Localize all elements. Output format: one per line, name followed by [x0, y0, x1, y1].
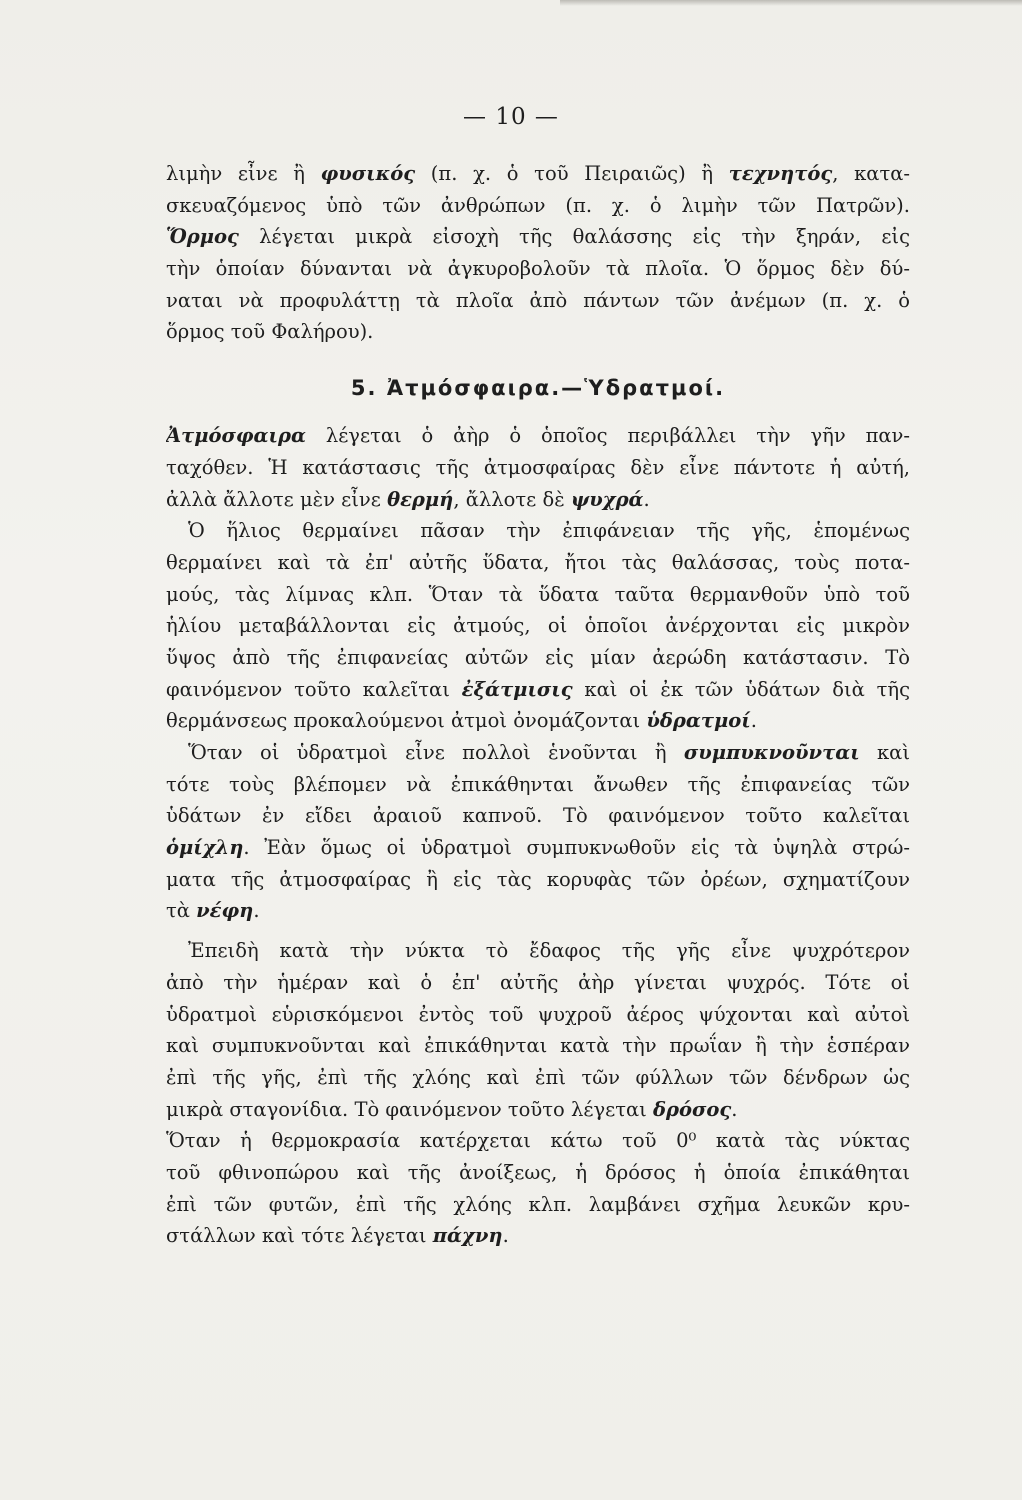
text-line: τοῦ φθινοπώρου καὶ τῆς ἀνοίξεως, ἡ δρόσος ἡ ὁποία ἐπικάθηται	[166, 1160, 910, 1184]
text-span: φαινόμενον τοῦτο καλεῖται	[166, 677, 462, 701]
term-bay: Ὅρμος	[166, 225, 239, 249]
page-number: — 10 —	[463, 104, 559, 130]
text-line	[166, 895, 910, 927]
text-line: τὴν ὁποίαν δύνανται νὰ ἀγκυροβολοῦν τὰ πλοῖα. Ὁ ὅρμος δὲν δύ-	[166, 257, 910, 281]
term-condense: συμπυκνοῦνται	[683, 741, 860, 764]
text-span: .	[643, 487, 650, 511]
text-line: ναται νὰ προφυλάττῃ τὰ πλοῖα ἀπὸ πάντων τῶν ἀνέμων (π. χ. ὁ	[166, 288, 910, 312]
text-line: Ὁ ἥλιος θερμαίνει πᾶσαν τὴν ἐπιφάνειαν τῆς γῆς, ἑπομένως	[188, 519, 910, 543]
term-warm: θερμή	[387, 487, 454, 511]
text-line	[166, 1220, 910, 1252]
paragraph-atmosphere	[166, 420, 910, 515]
text-line: ὕψος ἀπὸ τῆς ἐπιφανείας αὐτῶν εἰς μίαν ἀερώδη κατάστασιν. Τὸ	[166, 645, 910, 669]
text-line	[166, 674, 910, 706]
term-artificial: τεχνητός	[728, 162, 833, 185]
text-line: καὶ συμπυκνοῦνται καὶ ἐπικάθηνται κατὰ τὴν πρωΐαν ἢ τὴν ἑσπέραν	[166, 1034, 910, 1058]
text-span: .	[502, 1224, 509, 1248]
text-line: ὑδρατμοὶ εὑρισκόμενοι ἐντὸς τοῦ ψυχροῦ ἀέρος ψύχονται καὶ αὐτοὶ	[166, 1002, 910, 1026]
text-span: καὶ	[859, 741, 910, 764]
paragraph-fog-clouds	[166, 737, 910, 927]
term-dew: δρόσος	[653, 1097, 732, 1121]
text-line: μούς, τὰς λίμνας κλπ. Ὅταν τὰ ὕδατα ταῦτα θερμανθοῦν ὑπὸ τοῦ	[166, 582, 910, 606]
term-fog: ὁμίχλη	[166, 836, 244, 860]
paragraph-frost	[166, 1125, 910, 1252]
text-span: λιμὴν εἶνε ἢ	[166, 162, 321, 185]
text-span: λέγεται μικρὰ εἰσοχὴ τῆς θαλάσσης εἰς τὴν ξηράν, εἰς	[238, 225, 910, 249]
text-line: ματα τῆς ἀτμοσφαίρας ἢ εἰς τὰς κορυφὰς τῶν ὀρέων, σχηματίζουν	[166, 867, 910, 891]
text-line	[166, 832, 910, 864]
text-line	[166, 158, 910, 190]
text-line	[166, 420, 910, 452]
text-line: ταχόθεν. Ἡ κατάστασις τῆς ἀτμοσφαίρας δὲν εἶνε πάντοτε ἡ αὐτή,	[166, 455, 910, 479]
text-line	[166, 737, 910, 769]
text-line: ὅρμος τοῦ Φαλήρου).	[166, 320, 374, 344]
text-line	[166, 705, 910, 737]
text-span: λέγεται ὁ ἀὴρ ὁ ὁποῖος περιβάλλει τὴν γῆν παν-	[305, 424, 910, 448]
term-natural: φυσικός	[320, 162, 416, 185]
text-span: Ὅταν οἱ ὑδρατμοὶ εἶνε πολλοὶ ἑνοῦνται ἢ	[188, 741, 684, 764]
text-line	[166, 221, 910, 253]
text-span: στάλλων καὶ τότε λέγεται	[166, 1224, 433, 1248]
page-body	[166, 158, 910, 1252]
text-span: μικρὰ σταγονίδια. Τὸ φαινόμενον τοῦτο λέγεται	[166, 1097, 654, 1121]
text-span: .	[731, 1097, 738, 1121]
text-span: , κατα-	[832, 162, 910, 185]
text-span: θερμάνσεως προκαλούμενοι ἀτμοὶ ὀνομάζονται	[166, 709, 647, 733]
text-line: ἐπὶ τῶν φυτῶν, ἐπὶ τῆς χλόης κλπ. λαμβάνει σχῆμα λευκῶν κρυ-	[166, 1192, 910, 1216]
page-top-edge-shadow	[560, 0, 1022, 6]
term-frost: πάχνη	[432, 1224, 503, 1248]
term-cold: ψυχρά	[570, 487, 644, 511]
term-water-vapor: ὑδρατμοί	[646, 709, 751, 733]
text-line: θερμαίνει καὶ τὰ ἐπ' αὐτῆς ὕδατα, ἤτοι τὰς θαλάσσας, τοὺς ποτα-	[166, 550, 910, 574]
text-span: καὶ οἱ ἐκ τῶν ὑδάτων διὰ τῆς	[572, 677, 910, 701]
term-atmosphere: Ἀτμόσφαιρα	[166, 424, 306, 448]
section-heading: 5. Ἀτμόσφαιρα.—Ὑδρατμοί.	[350, 376, 726, 401]
text-span: .	[750, 709, 757, 733]
text-line	[166, 484, 910, 516]
text-line: ἀπὸ τὴν ἡμέραν καὶ ὁ ἐπ' αὐτῆς ἀὴρ γίνεται ψυχρός. Τότε οἱ	[166, 970, 910, 994]
text-span: , ἄλλοτε δὲ	[453, 487, 571, 511]
text-line: ὑδάτων ἐν εἴδει ἀραιοῦ καπνοῦ. Τὸ φαινόμενον τοῦτο καλεῖται	[166, 804, 910, 828]
text-span: ἀλλὰ ἄλλοτε μὲν εἶνε	[166, 487, 388, 511]
term-clouds: νέφη	[196, 899, 254, 923]
term-evaporation: ἐξάτμισις	[461, 677, 573, 701]
text-line: ἐπὶ τῆς γῆς, ἐπὶ τῆς χλόης καὶ ἐπὶ τῶν φύλλων τῶν δένδρων ὡς	[166, 1065, 910, 1089]
text-line	[166, 1094, 910, 1126]
paragraph-evaporation	[166, 515, 910, 737]
text-span: . Ἐὰν ὅμως οἱ ὑδρατμοὶ συμπυκνωθοῦν εἰς τὰ ὑψηλὰ στρώ-	[243, 836, 910, 860]
paragraph-dew	[166, 935, 910, 1125]
text-span: (π. χ. ὁ τοῦ Πειραιῶς) ἢ	[415, 162, 729, 185]
text-line: σκευαζόμενος ὑπὸ τῶν ἀνθρώπων (π. χ. ὁ λιμὴν τῶν Πατρῶν).	[166, 193, 910, 217]
text-span: .	[253, 899, 260, 923]
text-line: Ὅταν ἡ θερμοκρασία κατέρχεται κάτω τοῦ 0⁰ κατὰ τὰς νύκτας	[166, 1129, 910, 1153]
paragraph-harbor	[166, 158, 910, 348]
text-span: τὰ	[166, 899, 197, 923]
text-line: ἡλίου μεταβάλλονται εἰς ἀτμούς, οἱ ὁποῖοι ἀνέρχονται εἰς μικρὸν	[166, 614, 910, 638]
text-line: Ἐπειδὴ κατὰ τὴν νύκτα τὸ ἔδαφος τῆς γῆς εἶνε ψυχρότερον	[188, 939, 910, 963]
spacer	[166, 927, 910, 935]
text-line: τότε τοὺς βλέπομεν νὰ ἐπικάθηνται ἄνωθεν τῆς ἐπιφανείας τῶν	[166, 772, 910, 796]
